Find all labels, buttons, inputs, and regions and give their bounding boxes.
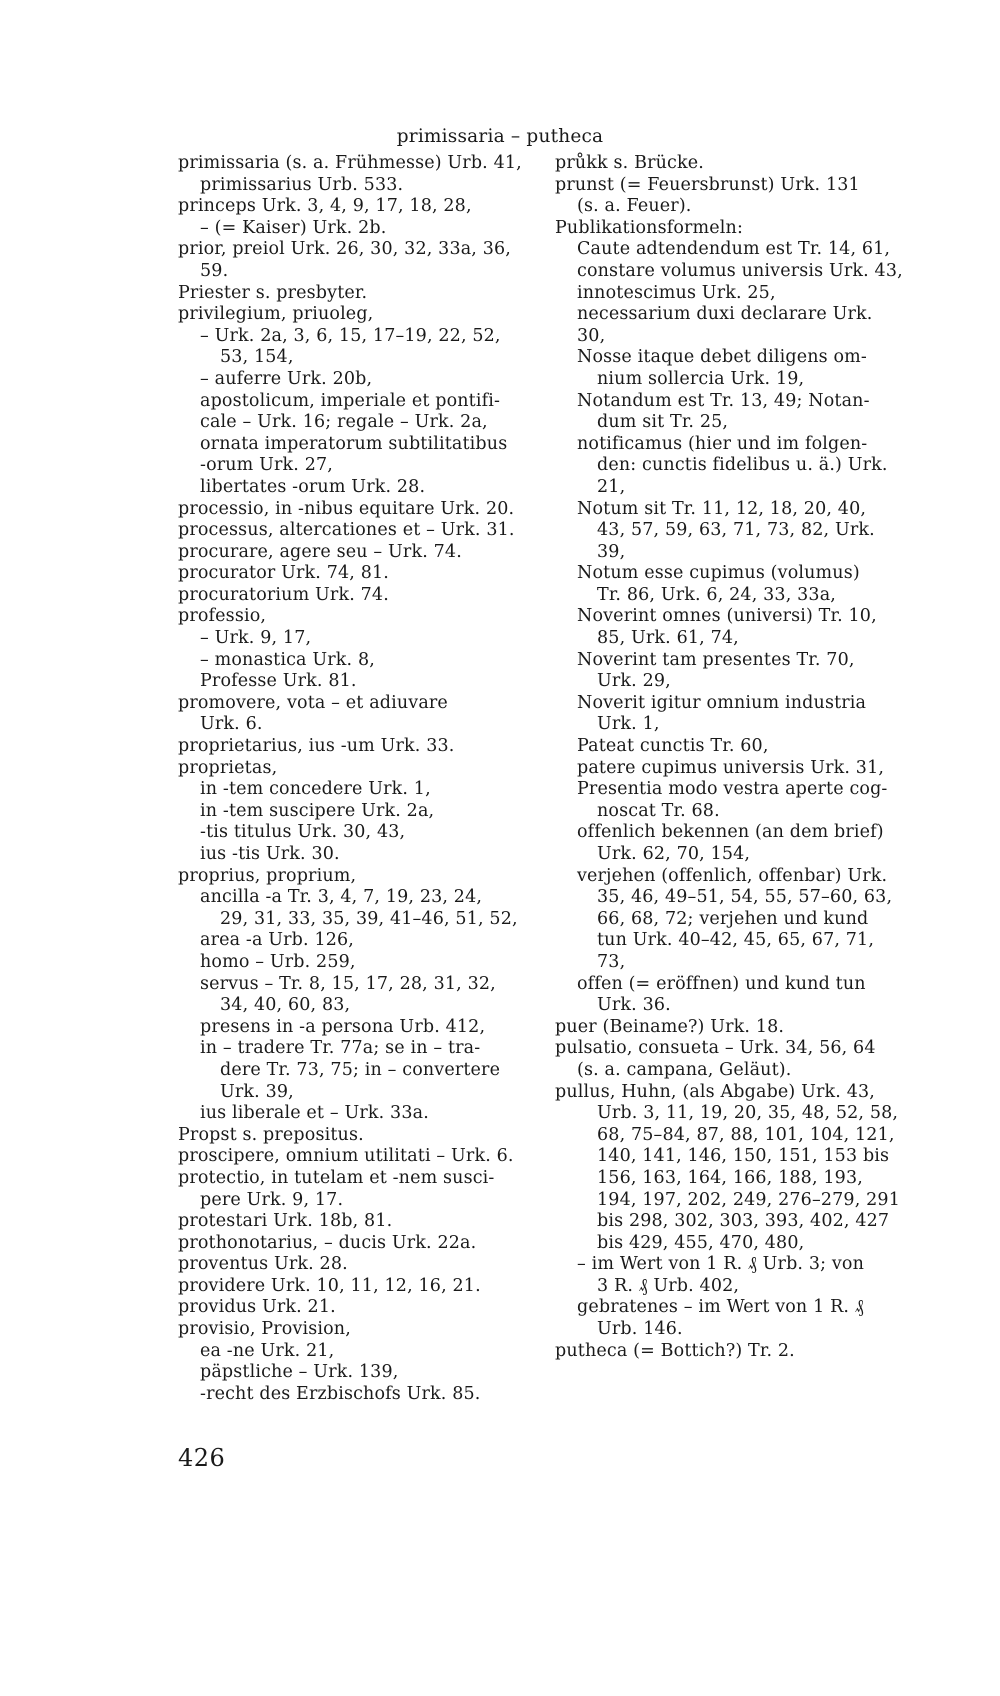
index-line: – monastica Urk. 8, xyxy=(200,649,375,670)
index-line: in -tem concedere Urk. 1, xyxy=(200,779,431,800)
index-line: – Urk. 2a, 3, 6, 15, 17–19, 22, 52, xyxy=(200,325,501,346)
index-line: innotescimus Urk. 25, xyxy=(577,282,776,303)
index-line: den: cunctis fidelibus u. ä.) Urk. xyxy=(597,455,888,476)
index-line: päpstliche – Urk. 139, xyxy=(200,1362,399,1383)
index-line: – (= Kaiser) Urk. 2b. xyxy=(200,217,387,238)
index-line: servus – Tr. 8, 15, 17, 28, 31, 32, xyxy=(200,973,496,994)
index-line: patere cupimus universis Urk. 31, xyxy=(577,757,885,778)
index-line: 140, 141, 146, 150, 151, 153 bis xyxy=(597,1146,890,1167)
index-line: proventus Urk. 28. xyxy=(178,1254,348,1275)
index-line: offen (= eröffnen) und kund tun xyxy=(577,973,866,994)
index-line: Propst s. prepositus. xyxy=(178,1124,364,1145)
index-line: Publikationsformeln: xyxy=(555,217,743,238)
running-header: primissaria – putheca xyxy=(396,126,604,147)
index-line: primissaria (s. a. Frühmesse) Urb. 41, xyxy=(178,153,522,173)
index-line: libertates -orum Urk. 28. xyxy=(200,476,426,497)
index-line: -recht des Erzbischofs Urk. 85. xyxy=(200,1383,481,1404)
index-line: 59. xyxy=(200,260,229,281)
index-line: gebratenes – im Wert von 1 R. ₰ xyxy=(577,1297,864,1318)
index-line: proprius, proprium, xyxy=(178,865,357,886)
index-line: 85, Urk. 61, 74, xyxy=(597,628,739,649)
index-line: nium sollercia Urk. 19, xyxy=(597,368,805,389)
index-line: 73, xyxy=(597,951,626,972)
index-line: ius liberale et – Urk. 33a. xyxy=(200,1103,429,1124)
index-line: Professe Urk. 81. xyxy=(200,671,357,692)
index-line: providus Urk. 21. xyxy=(178,1297,336,1318)
index-line: presens in -a persona Urb. 412, xyxy=(200,1016,486,1037)
index-line: Pateat cunctis Tr. 60, xyxy=(577,736,769,757)
index-line: dum sit Tr. 25, xyxy=(597,412,729,433)
index-line: prior, preiol Urk. 26, 30, 32, 33a, 36, xyxy=(178,239,512,260)
index-line: Urk. 29, xyxy=(597,671,671,692)
index-line: ornata imperatorum subtilitatibus xyxy=(200,433,508,454)
index-line: Priester s. presbyter. xyxy=(178,282,368,303)
index-line: Urk. 36. xyxy=(597,995,671,1016)
index-line: průkk s. Brücke. xyxy=(555,153,704,173)
index-line: -orum Urk. 27, xyxy=(200,455,334,476)
index-line: pere Urk. 9, 17. xyxy=(200,1189,344,1210)
index-line: protectio, in tutelam et -nem susci- xyxy=(178,1167,495,1188)
index-line: proprietas, xyxy=(178,757,278,778)
index-line: princeps Urk. 3, 4, 9, 17, 18, 28, xyxy=(178,196,472,217)
index-line: bis 429, 455, 470, 480, xyxy=(597,1232,805,1253)
index-line: Notum sit Tr. 11, 12, 18, 20, 40, xyxy=(577,498,867,519)
index-line: Caute adtendendum est Tr. 14, 61, xyxy=(577,239,891,260)
index-line: (s. a. Feuer). xyxy=(577,196,692,217)
index-line: 34, 40, 60, 83, xyxy=(220,995,351,1016)
index-line: Notum esse cupimus (volumus) xyxy=(577,563,860,584)
index-line: 43, 57, 59, 63, 71, 73, 82, Urk. xyxy=(597,520,875,541)
index-line: protestari Urk. 18b, 81. xyxy=(178,1211,393,1232)
index-line: 39, xyxy=(597,541,626,562)
index-line: Urk. 1, xyxy=(597,714,660,735)
index-line: pullus, Huhn, (als Abgabe) Urk. 43, xyxy=(555,1081,875,1102)
index-line: Urb. 146. xyxy=(597,1319,683,1340)
index-line: notificamus (hier und im folgen- xyxy=(577,433,868,454)
index-line: cale – Urk. 16; regale – Urk. 2a, xyxy=(200,412,488,433)
index-line: 3 R. ₰ Urb. 402, xyxy=(597,1275,740,1296)
index-line: processio, in -nibus equitare Urk. 20. xyxy=(178,498,515,519)
index-line: – Urk. 9, 17, xyxy=(200,628,312,649)
index-line: procurator Urk. 74, 81. xyxy=(178,563,389,584)
index-line: tun Urk. 40–42, 45, 65, 67, 71, xyxy=(597,930,875,951)
index-line: in -tem suscipere Urk. 2a, xyxy=(200,800,435,821)
index-line: Urb. 3, 11, 19, 20, 35, 48, 52, 58, xyxy=(597,1103,899,1124)
index-line: ancilla -a Tr. 3, 4, 7, 19, 23, 24, xyxy=(200,887,483,908)
right-column xyxy=(555,153,903,1362)
index-line: Notandum est Tr. 13, 49; Notan- xyxy=(577,390,870,411)
index-line: apostolicum, imperiale et pontifi- xyxy=(200,390,501,411)
index-line: promovere, vota – et adiuvare xyxy=(178,692,448,713)
index-line: providere Urk. 10, 11, 12, 16, 21. xyxy=(178,1275,481,1296)
index-line: constare volumus universis Urk. 43, xyxy=(577,260,903,281)
index-line: – auferre Urk. 20b, xyxy=(200,368,373,389)
index-line: 30, xyxy=(577,325,606,346)
index-line: primissarius Urb. 533. xyxy=(200,174,404,195)
index-line: Presentia modo vestra aperte cog- xyxy=(577,779,888,800)
index-line: 21, xyxy=(597,476,626,497)
index-line: puer (Beiname?) Urk. 18. xyxy=(555,1016,785,1037)
index-line: prunst (= Feuersbrunst) Urk. 131 xyxy=(555,174,860,195)
index-line: proprietarius, ius -um Urk. 33. xyxy=(178,736,455,757)
index-line: 35, 46, 49–51, 54, 55, 57–60, 63, xyxy=(597,887,893,908)
index-line: procuratorium Urk. 74. xyxy=(178,584,389,605)
index-line: 68, 75–84, 87, 88, 101, 104, 121, xyxy=(597,1124,895,1145)
index-line: 156, 163, 164, 166, 188, 193, xyxy=(597,1167,863,1188)
index-line: processus, altercationes et – Urk. 31. xyxy=(178,520,515,541)
index-line: ius -tis Urk. 30. xyxy=(200,844,340,864)
index-line: homo – Urb. 259, xyxy=(200,951,356,972)
index-line: Tr. 86, Urk. 6, 24, 33, 33a, xyxy=(597,584,836,605)
index-line: procurare, agere seu – Urk. 74. xyxy=(178,541,462,562)
index-line: bis 298, 302, 303, 393, 402, 427 xyxy=(597,1211,890,1232)
index-line: -tis titulus Urk. 30, 43, xyxy=(200,822,406,843)
index-line: Urk. 62, 70, 154, xyxy=(597,844,751,864)
index-line: putheca (= Bottich?) Tr. 2. xyxy=(555,1340,795,1361)
index-line: offenlich bekennen (an dem brief) xyxy=(577,822,884,843)
index-line: ea -ne Urk. 21, xyxy=(200,1340,335,1361)
index-line: Urk. 6. xyxy=(200,714,263,735)
index-line: pulsatio, consueta – Urk. 34, 56, 64 xyxy=(555,1038,876,1059)
index-line: area -a Urb. 126, xyxy=(200,930,355,951)
index-line: proscipere, omnium utilitati – Urk. 6. xyxy=(178,1146,514,1167)
index-line: dere Tr. 73, 75; in – convertere xyxy=(220,1059,501,1080)
index-line: 66, 68, 72; verjehen und kund xyxy=(597,908,869,929)
index-line: necessarium duxi declarare Urk. xyxy=(577,304,873,325)
index-line: professio, xyxy=(178,606,267,627)
index-line: 53, 154, xyxy=(220,347,294,368)
index-line: provisio, Provision, xyxy=(178,1319,351,1340)
index-line: Nosse itaque debet diligens om- xyxy=(577,347,867,368)
index-line: in – tradere Tr. 77a; se in – tra- xyxy=(200,1038,481,1059)
index-line: noscat Tr. 68. xyxy=(597,800,720,821)
index-line: verjehen (offenlich, offenbar) Urk. xyxy=(577,865,888,886)
index-line: Noverint omnes (universi) Tr. 10, xyxy=(577,606,877,627)
page-number: 426 xyxy=(178,1444,226,1472)
index-line: Noverit igitur omnium industria xyxy=(577,692,867,713)
index-line: prothonotarius, – ducis Urk. 22a. xyxy=(178,1232,477,1253)
index-line: Noverint tam presentes Tr. 70, xyxy=(577,649,855,670)
index-line: (s. a. campana, Geläut). xyxy=(577,1059,792,1080)
index-line: privilegium, priuoleg, xyxy=(178,304,374,325)
index-line: 194, 197, 202, 249, 276–279, 291 xyxy=(597,1189,900,1210)
left-column xyxy=(178,153,533,1405)
index-line: – im Wert von 1 R. ₰ Urb. 3; von xyxy=(577,1254,865,1275)
index-line: 29, 31, 33, 35, 39, 41–46, 51, 52, xyxy=(220,908,518,929)
index-line: Urk. 39, xyxy=(220,1081,294,1102)
